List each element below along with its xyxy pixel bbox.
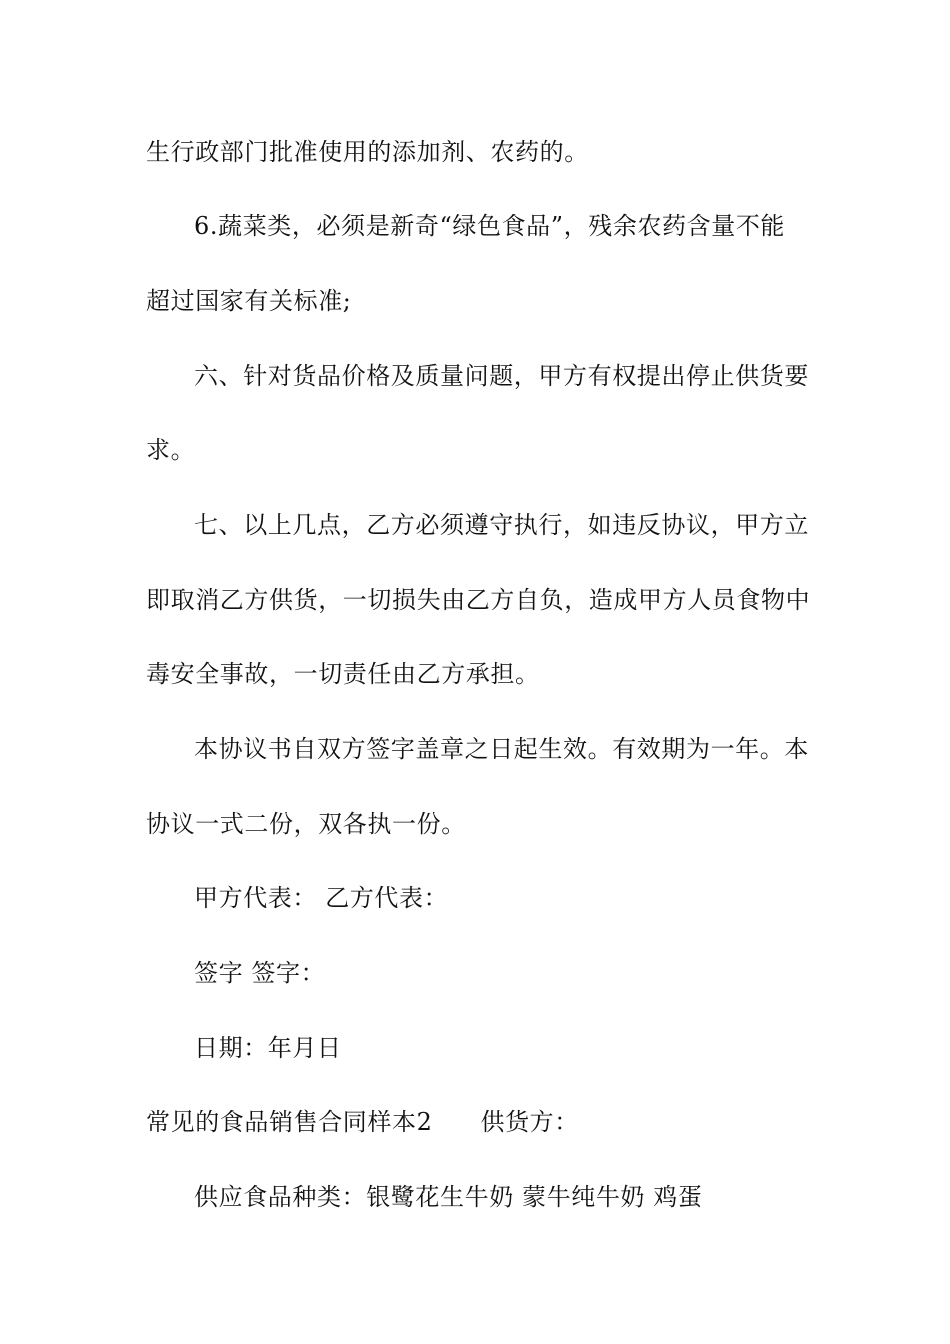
supplier-label: 供货方： — [480, 1108, 579, 1136]
signature-sign: 签字 签字： — [194, 959, 326, 987]
text-line: 七、以上几点，乙方必须遵守执行，如违反协议，甲方立 — [194, 511, 809, 539]
signature-date: 日期：年月日 — [194, 1034, 342, 1062]
text-line: 毒安全事故，一切责任由乙方承担。 — [146, 660, 540, 688]
text-line: 生行政部门批准使用的添加剂、农药的。 — [146, 138, 589, 166]
text-line: 协议一式二份，双各执一份。 — [146, 810, 466, 838]
signature-representatives: 甲方代表： 乙方代表： — [194, 884, 449, 912]
food-types-line: 供应食品种类：银鹭花生牛奶 蒙牛纯牛奶 鸡蛋 — [194, 1183, 703, 1211]
text-line: 即取消乙方供货，一切损失由乙方自负，造成甲方人员食物中 — [146, 586, 811, 614]
text-line: 求。 — [146, 436, 196, 464]
text-line: 6.蔬菜类，必须是新奇“绿色食品”，残余农药含量不能 — [194, 212, 786, 240]
contract-heading — [146, 1106, 826, 1138]
contract-title: 常见的食品销售合同样本2 — [146, 1108, 433, 1136]
text-line: 六、针对货品价格及质量问题，甲方有权提出停止供货要 — [194, 362, 809, 390]
text-line: 本协议书自双方签字盖章之日起生效。有效期为一年。本 — [194, 735, 809, 763]
text-line: 超过国家有关标准; — [146, 287, 352, 315]
